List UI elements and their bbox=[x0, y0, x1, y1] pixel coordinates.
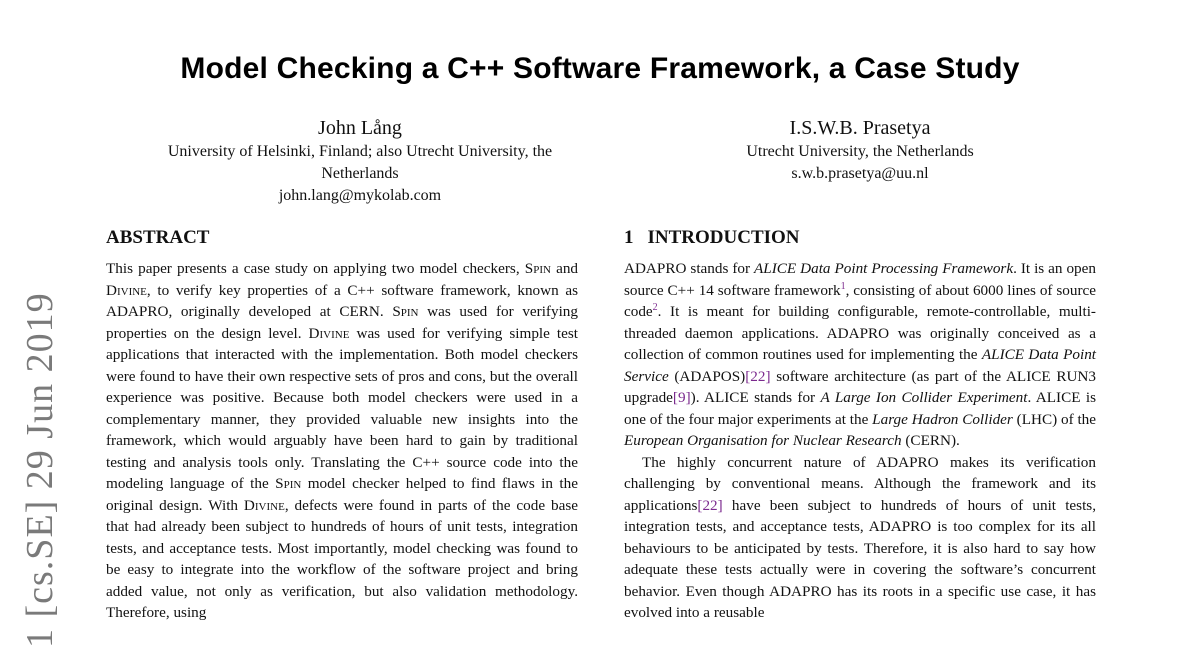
citation-link[interactable]: [9] bbox=[672, 389, 691, 406]
introduction-heading bbox=[624, 226, 1096, 250]
section-number: 1 bbox=[624, 227, 634, 248]
section-title: INTRODUCTION bbox=[647, 227, 800, 248]
citation-link[interactable]: [22] bbox=[745, 367, 771, 385]
author-email: s.w.b.prasetya@uu.nl bbox=[791, 165, 929, 182]
introduction-section bbox=[624, 226, 1096, 624]
arxiv-stamp: 1 [cs.SE] 29 Jun 2019 bbox=[19, 292, 61, 648]
author-name: John Lång bbox=[318, 117, 402, 139]
author-name: I.S.W.B. Prasetya bbox=[789, 117, 931, 139]
author-block-1 bbox=[130, 115, 590, 207]
paper-title: Model Checking a C++ Software Framework, a Case Study bbox=[180, 52, 1020, 85]
footnote-ref[interactable]: 2 bbox=[652, 301, 658, 313]
abstract-heading: ABSTRACT bbox=[106, 227, 210, 248]
abstract-section bbox=[106, 226, 578, 624]
author-email: john.lang@mykolab.com bbox=[278, 187, 442, 204]
author-affiliation: Utrecht University, the Netherlands bbox=[746, 143, 974, 160]
citation-link[interactable]: [22] bbox=[697, 496, 723, 514]
author-block-2 bbox=[620, 115, 1100, 185]
author-affiliation: University of Helsinki, Finland; also Utrecht University, the Netherlands bbox=[167, 143, 553, 182]
intro-paragraph-1: ADAPRO stands for ALICE Data Point Processing Framework. It is an open source C++ 14 software framework$^1$, consisting of about 6000 lines of source code$^2$. It is meant for building configurable, remote-controllable, multi-threaded daemon applications. ADAPRO was originally conceived as a collection of common routines used for implementing the ALICE Data Point Service (ADAPOS)[22] software architecture (as part of the ALICE RUN3 upgrade[9]). ALICE stands for A Large Ion Collider Experiment. ALICE is one of the four major experiments at the Large Hadron Collider (LHC) of the European Organisation for Nuclear Research (CERN). bbox=[624, 260, 1097, 449]
abstract-text: This paper presents a case study on applying two model checkers, Spin and Divine, to verify key properties of a C++ software framework, known as ADAPRO, originally developed at CERN. Spin was used for verifying properties on the design level. Divine was used for verifying simple test applications that interacted with the implementation. Both model checkers were found to have their own respective sets of pros and cons, but the overall experience was positive. Because both model checkers were used in a complementary manner, they provided valuable new insights into the framework, which would arguably have been hard to gain by traditional testing and analysis tools only. Translating the C++ source code into the modeling language of the Spin model checker helped to find flaws in the original design. With Divine, defects were found in parts of the code base that had already been subject to hundreds of hours of unit tests, integration tests, and acceptance tests. Most importantly, model checking was found to be easy to integrate into the workflow of the software project and bring added value, not only as verification, but also validation methodology. Therefore, using bbox=[106, 260, 579, 621]
footnote-ref[interactable]: 1 bbox=[840, 280, 846, 292]
intro-paragraph-2: The highly concurrent nature of ADAPRO makes its verification challenging by conventional means. Although the framework and its applications[22] have been subject to hundreds of hours of unit tests, integration tests, and acceptance tests, ADAPRO is too complex for its all behaviours to be anticipated by tests. Therefore, it is also hard to say how adequate these tests actually were in covering the software’s concurrent behavior. Even though ADAPRO has its roots in a specific use case, it has evolved into a reusable bbox=[624, 453, 1096, 621]
